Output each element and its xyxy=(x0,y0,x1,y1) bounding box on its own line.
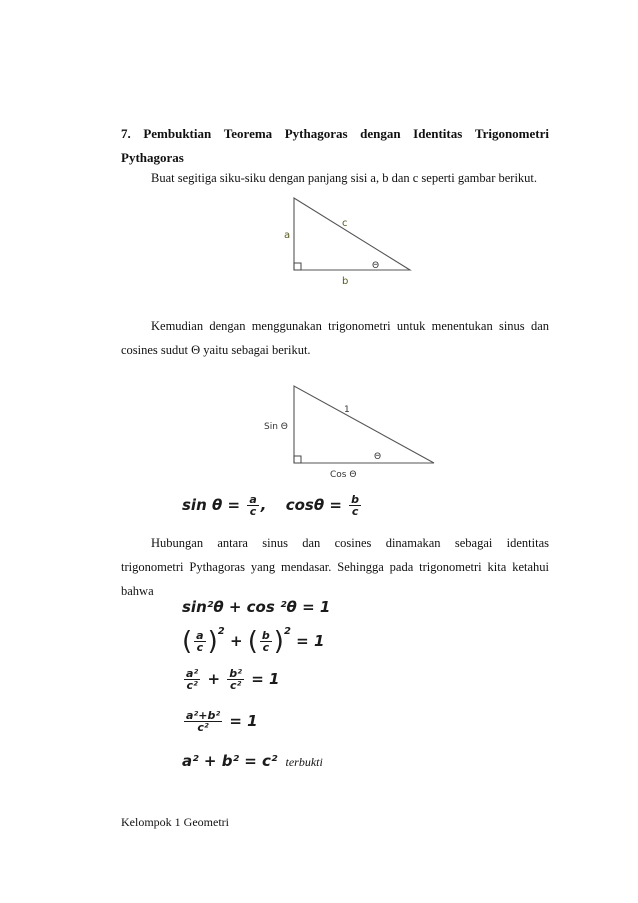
numerator: a xyxy=(196,629,204,642)
denominator: c xyxy=(249,505,257,518)
pythagoras-result: a² + b² = c² xyxy=(182,752,278,770)
numerator: a² xyxy=(186,667,199,680)
label-angle-theta: Θ xyxy=(372,261,380,271)
paragraph-identity xyxy=(121,531,549,603)
numerator: a xyxy=(249,493,257,506)
equals-one: = 1 xyxy=(229,712,258,730)
fraction-b2-over-c2 xyxy=(227,668,244,691)
section-number: 7. xyxy=(121,126,131,141)
denominator: c xyxy=(196,641,204,654)
paren-close: ) xyxy=(273,626,284,657)
fraction-sum-over-c2 xyxy=(184,710,222,733)
label-hypotenuse-1: 1 xyxy=(344,405,350,415)
equals-one: = 1 xyxy=(251,670,280,688)
triangle-figure-unit xyxy=(262,380,442,480)
numerator: b² xyxy=(229,667,242,680)
exponent: 2 xyxy=(283,626,291,637)
proof-eq3 xyxy=(182,668,279,691)
heading-word: dengan xyxy=(360,126,401,141)
paragraph-identity-line1: Hubungan antara sinus dan cosines dinamakan sebagai identitas xyxy=(151,536,549,550)
comma: , xyxy=(260,496,267,514)
page-footer: Kelompok 1 Geometri xyxy=(121,815,229,829)
paragraph-sin-cos-line2: cosines sudut Θ yaitu sebagai berikut. xyxy=(121,343,311,357)
fraction-b-over-c xyxy=(349,494,361,517)
heading-word: Teorema xyxy=(223,126,273,141)
proof-note-terbukti: terbukti xyxy=(285,755,323,769)
label-angle-theta: Θ xyxy=(374,452,382,462)
label-side-c: c xyxy=(342,218,348,229)
denominator: c² xyxy=(229,679,242,692)
proof-eq5 xyxy=(182,752,323,770)
cos-lhs: cosθ = xyxy=(285,496,342,514)
section-heading-line1 xyxy=(121,122,549,146)
unit-triangle-shape xyxy=(294,386,434,463)
heading-word: Trigonometri xyxy=(474,126,549,141)
triangle-shape xyxy=(294,198,410,270)
paren-open: ( xyxy=(182,626,193,657)
exponent: 2 xyxy=(217,626,225,637)
section-heading-line2: Pythagoras xyxy=(121,150,184,165)
right-angle-marker xyxy=(294,456,301,463)
fraction-b-over-c xyxy=(260,630,272,653)
paragraph-sin-cos-line1: Kemudian dengan menggunakan trigonometri untuk menentukan sinus dan xyxy=(151,319,549,333)
right-angle-marker xyxy=(294,263,301,270)
denominator: c² xyxy=(186,679,198,692)
paren-close: ) xyxy=(207,626,218,657)
proof-eq4 xyxy=(182,710,258,733)
numerator: b xyxy=(261,629,270,642)
proof-eq2 xyxy=(182,626,325,657)
paragraph-sin-cos xyxy=(121,314,549,362)
equals-one: = 1 xyxy=(296,632,325,650)
numerator: a²+b² xyxy=(186,709,221,722)
sin-lhs: sin θ = xyxy=(182,496,241,514)
label-sin-theta: Sin Θ xyxy=(264,422,288,432)
label-side-b: b xyxy=(342,276,349,286)
section-heading xyxy=(121,122,549,170)
fraction-a2-over-c2 xyxy=(184,668,200,691)
fraction-a-over-c xyxy=(247,494,258,517)
triangle-figure-abc xyxy=(282,190,412,286)
paragraph-identity-line2: trigonometri Pythagoras yang mendasar. Sehingga pada trigonometri kita ketahui xyxy=(121,560,549,574)
heading-word: Pythagoras xyxy=(284,126,348,141)
plus-sign: + xyxy=(207,670,221,688)
heading-word: Pembuktian xyxy=(143,126,212,141)
numerator: b xyxy=(351,493,360,506)
fraction-a-over-c xyxy=(194,630,205,653)
denominator: c² xyxy=(197,721,209,734)
label-side-a: a xyxy=(284,230,291,241)
denominator: c xyxy=(351,505,359,518)
plus-sign: + xyxy=(229,632,243,650)
paren-open: ( xyxy=(247,626,258,657)
heading-word: Identitas xyxy=(413,126,463,141)
paragraph-intro: Buat segitiga siku-siku dengan panjang sisi a, b dan c seperti gambar berikut. xyxy=(151,171,538,185)
paragraph-identity-line3: bahwa xyxy=(121,584,154,598)
proof-eq1: sin²θ + cos ²θ = 1 xyxy=(182,598,331,616)
sin-cos-formula xyxy=(182,494,363,517)
denominator: c xyxy=(262,641,270,654)
label-cos-theta: Cos Θ xyxy=(330,470,357,480)
